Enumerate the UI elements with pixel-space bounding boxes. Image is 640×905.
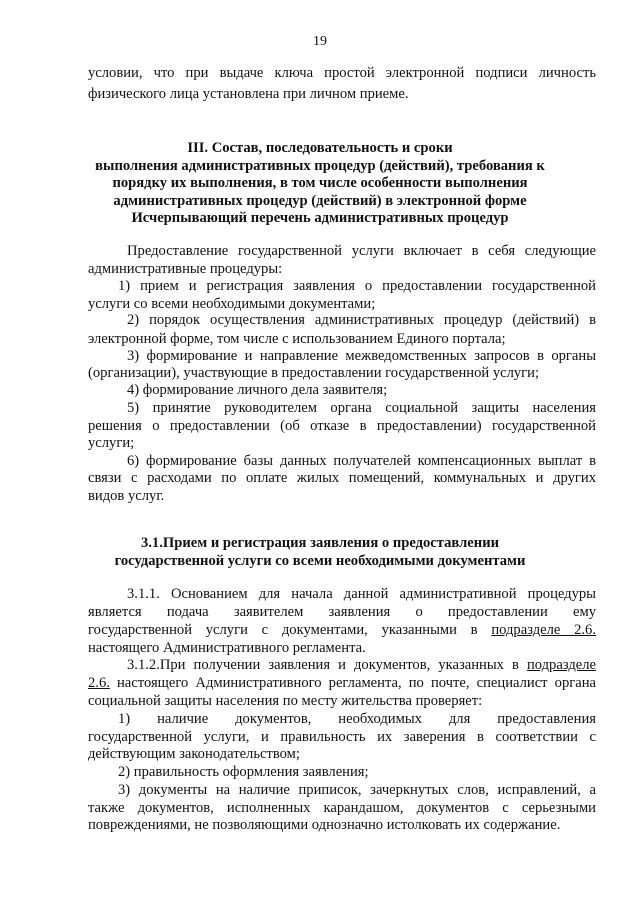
subsection-2-6-link-cont[interactable]: 2.6. xyxy=(88,675,110,691)
intro-line-2: физического лица установлена при личном приеме. xyxy=(88,86,409,102)
subsection-2-6-link[interactable]: подразделе 2.6. xyxy=(491,622,596,638)
procedure-6-line-1: 6) формирование базы данных получателей компенсационных выплат в xyxy=(127,453,596,469)
intro-line-1: условии, что при выдаче ключа простой электронной подписи личность xyxy=(88,65,596,81)
clause-311-line-2: является подача заявителем заявления о предоставлении ему xyxy=(88,604,596,620)
check-item-1-line-1: 1) наличие документов, необходимых для предоставления xyxy=(118,711,596,727)
procedure-2-line-1: 2) порядок осуществления административных процедур (действий) в xyxy=(127,312,596,328)
procedure-1-line-1: 1) прием и регистрация заявления о предоставлении государственной xyxy=(118,278,596,294)
clause-312-line-1-text: 3.1.2.При получении заявления и документов, указанных в xyxy=(127,657,527,673)
subsection-link[interactable]: подразделе xyxy=(526,657,596,673)
procedure-2-line-2: электронной форме, том числе с использованием Единого портала; xyxy=(88,331,506,347)
clause-311-line-3 xyxy=(88,621,596,639)
clause-311-line-3-text: государственной услуги с документами, указанными в xyxy=(88,622,492,638)
procedure-4-line-1: 4) формирование личного дела заявителя; xyxy=(127,382,388,398)
procedure-3-line-1: 3) формирование и направление межведомственных запросов в органы xyxy=(127,348,596,364)
subsection-heading-line-1: 3.1.Прием и регистрация заявления о предоставлении xyxy=(140,535,500,551)
procedures-intro-line-1: Предоставление государственной услуги включает в себя следующие xyxy=(127,243,596,259)
procedure-6-line-2: связи с расходами по оплате жилых помещений, коммунальных и других xyxy=(88,470,596,486)
clause-311-line-1: 3.1.1. Основанием для начала данной административной процедуры xyxy=(127,586,596,602)
procedure-6-line-3: видов услуг. xyxy=(88,488,165,504)
clause-312-line-3: социальной защиты населения по месту жительства проверяет: xyxy=(88,693,483,709)
check-item-1-line-3: действующим законодательством; xyxy=(88,746,300,762)
section-heading-line-5: Исчерпывающий перечень административных процедур xyxy=(131,210,509,226)
procedures-intro-line-2: административные процедуры: xyxy=(88,261,283,277)
clause-312-line-2-text: настоящего Административного регламента, по почте, специалист органа xyxy=(109,675,596,691)
clause-311-line-4: настоящего Административного регламента. xyxy=(88,640,366,656)
check-item-3-line-3: повреждениями, не позволяющими однозначно истолковать их содержание. xyxy=(88,817,561,833)
clause-312-line-1 xyxy=(127,656,596,674)
procedure-5-line-1: 5) принятие руководителем органа социальной защиты населения xyxy=(127,400,596,416)
section-heading-line-2: выполнения административных процедур (действий), требования к xyxy=(95,158,545,174)
check-item-3-line-2: также документов, исполненных карандашом, документов с серьезными xyxy=(88,800,596,816)
subsection-heading-line-2: государственной услуги со всеми необходимыми документами xyxy=(114,553,526,569)
check-item-2-line-1: 2) правильность оформления заявления; xyxy=(118,764,369,780)
procedure-5-line-3: услуги; xyxy=(88,435,135,451)
procedure-3-line-2: (организации), участвующие в предоставлении государственной услуги; xyxy=(88,365,540,381)
page-number: 19 xyxy=(313,34,327,49)
procedure-1-line-2: услуги со всеми необходимыми документами; xyxy=(88,296,376,312)
section-heading-line-1: III. Состав, последовательность и сроки xyxy=(187,140,453,156)
section-heading-line-4: административных процедур (действий) в электронной форме xyxy=(113,193,527,209)
procedure-5-line-2: решения о предоставлении (об отказе в предоставлении) государственной xyxy=(88,418,596,434)
check-item-3-line-1: 3) документы на наличие приписок, зачеркнутых слов, исправлений, а xyxy=(118,782,596,798)
section-heading-line-3: порядку их выполнения, в том числе особенности выполнения xyxy=(112,175,528,191)
clause-312-line-2 xyxy=(88,674,596,692)
check-item-1-line-2: государственной услуги, и правильность их заверения в соответствии с xyxy=(88,729,596,745)
